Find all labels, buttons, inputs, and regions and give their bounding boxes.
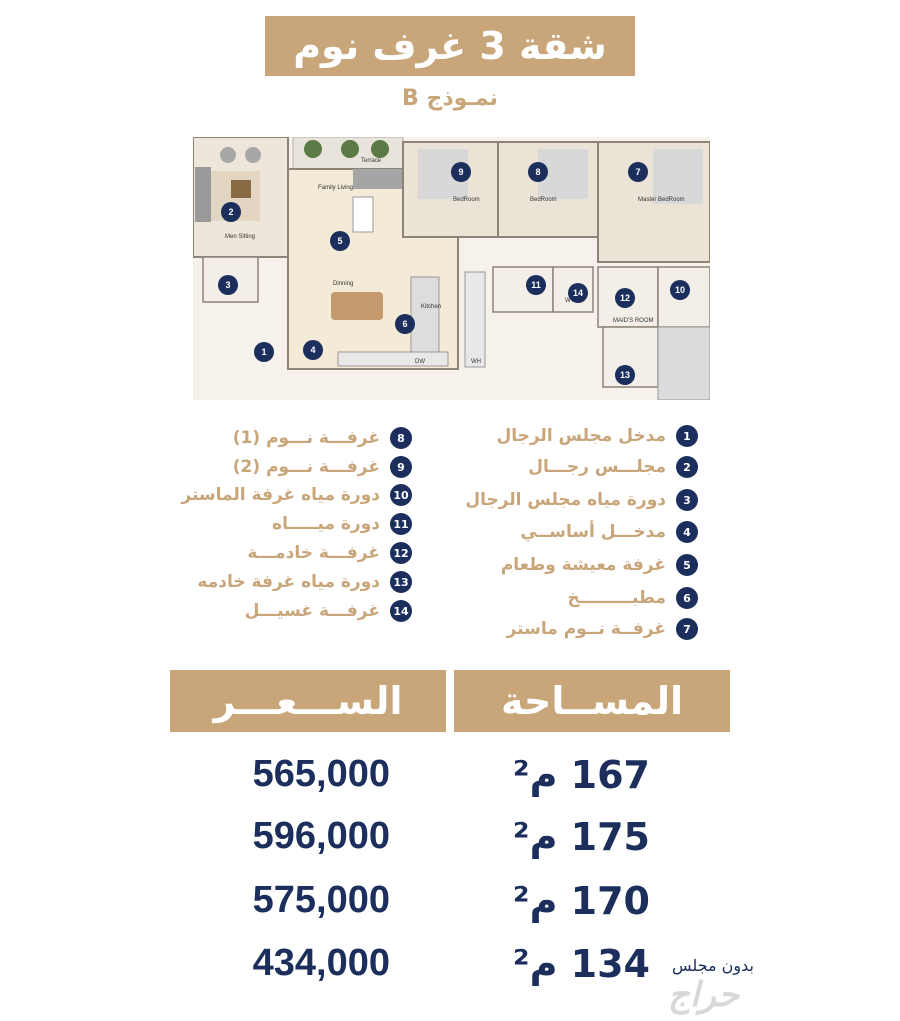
marker-11-text: 11 (531, 280, 541, 290)
area-value: 167 م² (512, 753, 650, 797)
legend-number: 11 (390, 513, 412, 535)
marker-1-text: 1 (261, 347, 267, 357)
legend-label: مجلـــس رجـــال (528, 457, 666, 477)
area-value: 175 م² (512, 815, 650, 859)
price-value: 575,000 (252, 879, 390, 921)
marker-2-text: 2 (228, 207, 234, 217)
legend-label: غرفة معيشة وطعام (500, 555, 666, 575)
marker-6-text: 6 (402, 319, 408, 329)
label-bedroom-9: BedRoom (453, 197, 480, 203)
page-title: شقة 3 غرف نوم (293, 24, 607, 68)
label-dw: DW (415, 359, 425, 365)
legend-number: 8 (390, 427, 412, 449)
label-family-living: Family Living (318, 185, 354, 191)
legend-item-5 (501, 551, 698, 579)
legend-number: 4 (676, 521, 698, 543)
legend-label: غرفـــة غسيـــل (244, 601, 380, 621)
legend-item-11 (272, 510, 412, 538)
legend-label: دورة مياه مجلس الرجال (465, 490, 666, 510)
legend-number: 10 (390, 484, 412, 506)
marker-10-text: 10 (674, 285, 686, 295)
label-master: Master BedRoom (638, 197, 685, 203)
marker-12-text: 12 (619, 293, 631, 303)
legend-label: دورة مياه غرفة الماستر (181, 485, 380, 505)
legend-label: دورة مياه غرفة خادمه (197, 572, 380, 592)
legend-number: 14 (390, 600, 412, 622)
legend-item-8 (233, 424, 412, 452)
label-wh: WH (471, 359, 481, 365)
legend-item-2 (528, 453, 698, 481)
marker-8-text: 8 (535, 167, 541, 177)
title-banner (265, 16, 635, 76)
legend-number: 5 (676, 554, 698, 576)
model-label: نمـوذج B (402, 86, 498, 111)
price-value: 434,000 (252, 942, 390, 984)
legend-label: غرفـــة خادمـــة (247, 543, 380, 563)
legend-label: دورة ميـــــاه (272, 514, 380, 534)
floor-plan (193, 137, 710, 400)
label-men-sitting: Men Sitting (225, 234, 256, 240)
legend-item-14 (245, 597, 412, 625)
marker-5-text: 5 (337, 236, 343, 246)
legend-item-9 (233, 453, 412, 481)
area-header-label: المســاحة (500, 679, 684, 723)
legend-item-10 (181, 481, 412, 509)
legend-number: 3 (676, 489, 698, 511)
price-value: 596,000 (252, 815, 390, 857)
no-majlis-note: بدون مجلس (672, 956, 755, 975)
label-dinning: Dinning (333, 281, 354, 287)
marker-9-text: 9 (458, 167, 464, 177)
label-terrace: Terrace (361, 158, 382, 164)
marker-7-text: 7 (635, 167, 641, 177)
legend-label: مدخـــل أساســي (520, 522, 666, 542)
label-w: W (565, 298, 571, 304)
area-header (454, 670, 730, 732)
price-header (170, 670, 446, 732)
price-header-label: الســـعـــر (213, 679, 403, 723)
legend-number: 7 (676, 618, 698, 640)
legend-number: 13 (390, 571, 412, 593)
area-value: 170 م² (512, 879, 650, 923)
legend-item-1 (496, 422, 698, 450)
legend-label: مدخل مجلس الرجال (496, 426, 666, 446)
legend-label: مطبـــــــــخ (567, 588, 666, 608)
price-value: 565,000 (252, 753, 390, 795)
legend-number: 12 (390, 542, 412, 564)
haraj-watermark: حراج (668, 975, 740, 1015)
legend-label: غرفـــة نـــوم (2) (232, 457, 380, 477)
legend-item-12 (247, 539, 412, 567)
label-bedroom-8: BedRoom (530, 197, 557, 203)
legend-number: 9 (390, 456, 412, 478)
legend-label: غرفـــة نـــوم (1) (232, 428, 380, 448)
label-maids-room: MAID'S ROOM (613, 318, 654, 324)
marker-13-text: 13 (619, 370, 631, 380)
legend-item-6 (567, 584, 698, 612)
legend-number: 1 (676, 425, 698, 447)
marker-4-text: 4 (310, 345, 316, 355)
legend-label: غرفــة نــوم ماستر (506, 619, 666, 639)
legend-item-3 (465, 486, 698, 514)
legend-item-13 (197, 568, 412, 596)
marker-14-text: 14 (572, 288, 584, 298)
legend-item-4 (520, 518, 698, 546)
legend-number: 2 (676, 456, 698, 478)
legend-number: 6 (676, 587, 698, 609)
marker-3-text: 3 (225, 280, 231, 290)
legend-item-7 (507, 615, 698, 643)
area-value: 134 م² (512, 942, 650, 986)
label-kitchen: Kitchen (421, 304, 442, 310)
